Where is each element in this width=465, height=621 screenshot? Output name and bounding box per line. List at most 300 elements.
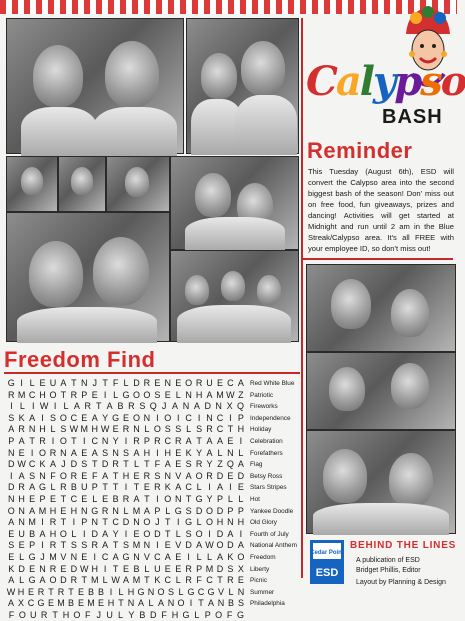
grid-letter: V <box>143 551 150 562</box>
grid-letter: M <box>17 389 26 400</box>
grid-letter: H <box>91 424 98 435</box>
grid-letter: L <box>238 493 244 504</box>
grid-letter: I <box>72 517 76 528</box>
grid-letter: Q <box>226 459 234 470</box>
grid-letter: L <box>19 551 25 562</box>
grid-letter: I <box>156 447 159 458</box>
grid-letter: E <box>60 563 67 574</box>
grid-letter: D <box>154 528 161 539</box>
word-list-item: Red White Blue <box>250 380 295 387</box>
grid-row <box>6 436 246 448</box>
grid-letter: E <box>216 378 223 388</box>
grid-letter: O <box>59 470 67 481</box>
grid-letter: W <box>17 459 26 470</box>
grid-letter: S <box>70 540 77 551</box>
grid-letter: W <box>100 424 110 435</box>
svg-text:ESD: ESD <box>315 567 339 579</box>
word-list-item: Liberty <box>250 565 270 573</box>
grid-letter: H <box>237 424 245 435</box>
grid-row <box>6 448 246 460</box>
grid-letter: N <box>227 447 234 458</box>
grid-letter: T <box>198 598 204 609</box>
grid-letter: P <box>237 505 244 516</box>
grid-letter: B <box>112 493 119 504</box>
grid-letter: V <box>60 551 67 562</box>
word-list-item: Holiday <box>250 426 272 434</box>
grid-letter: N <box>185 389 192 400</box>
grid-letter: N <box>164 378 172 388</box>
grid-letter: J <box>40 551 45 562</box>
grid-letter: A <box>164 551 171 562</box>
grid-letter: U <box>206 378 213 388</box>
grid-letter: Y <box>128 609 135 620</box>
grid-letter: F <box>112 378 119 388</box>
grid-letter: S <box>164 424 171 435</box>
grid-letter: E <box>81 493 88 504</box>
word-list-item: Hot <box>250 495 260 503</box>
grid-letter: N <box>143 412 151 423</box>
grid-letter: P <box>204 609 211 620</box>
grid-letter: V <box>217 586 224 597</box>
grid-row <box>6 517 246 529</box>
grid-letter: T <box>52 609 58 620</box>
grid-letter: D <box>91 528 98 539</box>
photo-two-women <box>6 18 184 154</box>
grid-letter: J <box>161 401 167 412</box>
photo-right-3 <box>306 430 456 534</box>
grid-letter: E <box>18 540 25 551</box>
grid-letter: N <box>127 598 135 609</box>
word-list-item: Flag <box>250 461 263 469</box>
grid-letter: C <box>91 435 98 446</box>
grid-letter: Q <box>149 401 157 412</box>
grid-letter: A <box>216 482 223 493</box>
grid-letter: M <box>38 505 47 516</box>
grid-letter: A <box>216 551 223 562</box>
grid-letter: O <box>164 493 172 504</box>
grid-letter: N <box>147 586 155 597</box>
grid-letter: K <box>164 482 171 493</box>
grid-row <box>6 494 246 506</box>
grid-letter: E <box>237 482 244 493</box>
grid-letter: I <box>239 435 243 446</box>
grid-letter: T <box>185 493 192 504</box>
grid-letter: R <box>60 482 67 493</box>
grid-letter: N <box>39 563 46 574</box>
grid-letter: L <box>29 378 35 388</box>
grid-letter: H <box>17 586 25 597</box>
grid-letter: A <box>237 459 244 470</box>
grid-letter: O <box>132 412 140 423</box>
grid-letter: N <box>167 598 175 609</box>
grid-letter: A <box>91 447 98 458</box>
grid-letter: S <box>8 540 15 551</box>
grid-letter: A <box>91 412 98 423</box>
grid-letter: I <box>103 389 107 400</box>
grid-letter: T <box>227 424 234 435</box>
grid-letter: S <box>167 586 174 597</box>
grid-letter: T <box>102 517 108 528</box>
grid-letter: K <box>39 459 46 470</box>
grid-letter: N <box>112 505 119 516</box>
grid-letter: O <box>143 528 151 539</box>
grid-letter: A <box>102 540 109 551</box>
grid-letter: U <box>106 609 113 620</box>
grid-letter: N <box>174 493 182 504</box>
grid-letter: H <box>62 609 70 620</box>
grid-letter: I <box>156 493 159 504</box>
grid-letter: T <box>144 493 150 504</box>
grid-letter: L <box>165 505 171 516</box>
grid-letter: S <box>185 505 192 516</box>
grid-letter: I <box>176 412 180 423</box>
grid-letter: S <box>185 528 192 539</box>
grid-letter: S <box>81 459 88 470</box>
grid-letter: O <box>39 447 47 458</box>
grid-letter: T <box>81 575 88 586</box>
grid-letter: A <box>237 378 244 388</box>
grid-letter: G <box>182 609 190 620</box>
grid-letter: A <box>8 517 15 528</box>
grid-letter: I <box>83 435 86 446</box>
grid-letter: F <box>8 609 15 620</box>
grid-letter: E <box>175 459 182 470</box>
grid-letter: U <box>81 482 88 493</box>
grid-letter: E <box>164 563 171 574</box>
grid-letter: E <box>81 447 88 458</box>
grid-letter: A <box>175 482 182 493</box>
grid-letter: H <box>18 493 25 504</box>
svg-text:Cedar Point: Cedar Point <box>310 550 344 556</box>
grid-letter: A <box>112 551 119 562</box>
grid-letter: D <box>237 470 245 481</box>
grid-letter: B <box>227 598 234 609</box>
grid-letter: U <box>18 528 25 539</box>
grid-letter: I <box>83 528 86 539</box>
grid-letter: L <box>113 389 119 400</box>
grid-row <box>6 564 246 576</box>
grid-letter: T <box>112 482 119 493</box>
grid-letter: R <box>49 540 57 551</box>
grid-letter: P <box>216 493 223 504</box>
grid-row <box>6 529 246 541</box>
grid-letter: R <box>70 470 78 481</box>
grid-letter: L <box>50 424 56 435</box>
grid-letter: L <box>207 551 213 562</box>
grid-letter: O <box>195 528 203 539</box>
grid-letter: E <box>133 470 140 481</box>
grid-letter: C <box>101 551 109 562</box>
grid-letter: V <box>175 540 182 551</box>
grid-letter: T <box>60 540 67 551</box>
grid-letter: A <box>7 598 14 609</box>
grid-letter: R <box>49 563 57 574</box>
grid-letter: X <box>17 598 24 609</box>
grid-letter: I <box>20 378 23 388</box>
word-list-item: National Anthem <box>250 542 297 550</box>
word-list-item: Philadelphia <box>250 600 285 608</box>
grid-letter: N <box>237 586 245 597</box>
grid-letter: L <box>175 575 181 586</box>
grid-letter: J <box>61 459 66 470</box>
grid-letter: C <box>28 459 36 470</box>
grid-letter: T <box>118 598 124 609</box>
grid-letter: D <box>70 563 78 574</box>
grid-letter: N <box>133 517 140 528</box>
grid-letter: I <box>239 528 243 539</box>
behind-the-lines-title: BEHIND THE LINES <box>350 540 457 551</box>
grid-letter: E <box>237 575 244 586</box>
grid-letter: T <box>196 435 202 446</box>
section-divider <box>303 258 453 260</box>
grid-letter: N <box>227 517 234 528</box>
word-list-item: Old Glory <box>250 519 277 527</box>
calypso-title: Calypso <box>306 58 465 105</box>
grid-letter: L <box>123 505 129 516</box>
grid-letter: T <box>112 563 119 574</box>
grid-letter: R <box>57 586 65 597</box>
word-list-item: Betsy Ross <box>250 472 283 480</box>
grid-letter: A <box>206 447 213 458</box>
grid-letter: E <box>123 563 130 574</box>
grid-letter: C <box>27 598 35 609</box>
grid-letter: U <box>49 378 57 388</box>
grid-letter: X <box>226 401 233 412</box>
photo-two-men <box>186 18 299 154</box>
reminder-heading: Reminder <box>307 138 413 163</box>
grid-letter: G <box>236 609 244 620</box>
grid-letter: N <box>18 517 25 528</box>
grid-letter: I <box>41 540 44 551</box>
grid-letter: N <box>70 551 78 562</box>
grid-letter: D <box>204 401 212 412</box>
grid-letter: E <box>143 482 150 493</box>
grid-letter: M <box>87 598 95 609</box>
word-list-item: Freedom <box>250 553 276 561</box>
grid-letter: A <box>133 447 140 458</box>
grid-letter: S <box>175 424 182 435</box>
grid-letter: L <box>123 378 129 388</box>
grid-letter: R <box>185 563 192 574</box>
grid-letter: S <box>8 412 15 423</box>
grid-letter: E <box>175 563 182 574</box>
grid-letter: L <box>118 586 124 597</box>
grid-letter: N <box>18 505 25 516</box>
grid-letter: H <box>49 505 57 516</box>
grid-letter: H <box>237 517 245 528</box>
grid-letter: E <box>227 435 234 446</box>
grid-letter: T <box>29 435 35 446</box>
grid-letter: D <box>122 517 130 528</box>
grid-letter: C <box>164 435 172 446</box>
grid-letter: M <box>90 575 99 586</box>
grid-letter: H <box>39 389 46 400</box>
grid-letter: A <box>185 435 192 446</box>
grid-letter: R <box>91 540 98 551</box>
grid-letter: L <box>50 482 56 493</box>
grid-letter: L <box>144 424 150 435</box>
grid-letter: F <box>50 470 56 481</box>
grid-letter: M <box>80 424 89 435</box>
grid-letter: P <box>154 505 161 516</box>
grid-letter: Y <box>196 447 203 458</box>
grid-letter: O <box>18 609 26 620</box>
grid-letter: S <box>81 540 88 551</box>
grid-letter: S <box>139 401 146 412</box>
grid-letter: T <box>71 378 77 388</box>
grid-letter: N <box>101 435 109 446</box>
decorative-border <box>0 0 457 14</box>
grid-letter: W <box>111 575 120 586</box>
grid-letter: E <box>154 378 161 388</box>
word-list-item: Summer <box>250 588 275 596</box>
grid-letter: A <box>39 528 46 539</box>
grid-letter: M <box>28 517 36 528</box>
grid-letter: P <box>39 493 46 504</box>
grid-letter: R <box>143 470 151 481</box>
grid-letter: T <box>123 459 129 470</box>
grid-letter: J <box>155 517 160 528</box>
grid-letter: N <box>143 540 151 551</box>
grid-letter: D <box>216 563 224 574</box>
grid-letter: R <box>101 505 109 516</box>
grid-letter: R <box>18 482 25 493</box>
word-list-item: Picnic <box>250 577 268 585</box>
grid-letter: C <box>112 517 119 528</box>
freedom-find-rule <box>4 372 300 374</box>
grid-letter: E <box>29 563 36 574</box>
grid-letter: O <box>164 412 172 423</box>
grid-letter: C <box>216 412 224 423</box>
grid-letter: T <box>68 586 74 597</box>
grid-letter: L <box>178 586 184 597</box>
grid-letter: S <box>227 563 234 574</box>
grid-letter: I <box>41 412 44 423</box>
grid-letter: L <box>228 586 234 597</box>
grid-letter: I <box>10 401 13 412</box>
grid-letter: R <box>133 435 140 446</box>
grid-letter: N <box>112 447 119 458</box>
grid-letter: E <box>60 505 67 516</box>
publication-line: A publication of ESD <box>356 557 420 564</box>
grid-row <box>6 471 246 483</box>
grid-letter: A <box>102 470 109 481</box>
grid-letter: T <box>165 528 171 539</box>
word-list-item: Patriotic <box>250 391 274 399</box>
grid-letter: I <box>51 435 55 446</box>
grid-letter: A <box>227 528 234 539</box>
grid-letter: S <box>185 459 192 470</box>
grid-letter: N <box>39 470 46 481</box>
grid-letter: L <box>63 401 69 412</box>
grid-letter: R <box>195 459 203 470</box>
grid-letter: F <box>226 609 233 620</box>
grid-letter: U <box>154 563 161 574</box>
grid-letter: F <box>154 459 161 470</box>
grid-letter: F <box>91 470 98 481</box>
grid-letter: R <box>227 575 234 586</box>
grid-letter: D <box>70 459 78 470</box>
grid-letter: A <box>193 401 200 412</box>
grid-letter: C <box>28 389 36 400</box>
grid-letter: O <box>59 528 67 539</box>
grid-letter: K <box>185 447 192 458</box>
grid-letter: I <box>156 540 159 551</box>
grid-letter: B <box>70 482 77 493</box>
grid-letter: G <box>7 378 15 388</box>
grid-letter: B <box>87 586 94 597</box>
grid-letter: P <box>227 505 234 516</box>
grid-letter: M <box>216 389 224 400</box>
grid-letter: T <box>165 517 171 528</box>
grid-letter: D <box>216 505 224 516</box>
grid-letter: E <box>8 551 15 562</box>
grid-row <box>6 459 246 471</box>
grid-letter: L <box>175 528 181 539</box>
grid-letter: I <box>187 551 190 562</box>
grid-letter: I <box>124 482 128 493</box>
word-list-item: Stars Stripes <box>250 484 287 492</box>
grid-letter: I <box>229 412 232 423</box>
grid-row <box>6 424 246 436</box>
grid-letter: T <box>60 517 67 528</box>
grid-letter: C <box>70 412 78 423</box>
grid-letter: G <box>195 493 203 504</box>
photo-small-1 <box>6 156 58 212</box>
grid-letter: E <box>39 378 46 388</box>
grid-letter: L <box>196 551 202 562</box>
grid-letter: S <box>237 598 244 609</box>
grid-letter: L <box>175 389 181 400</box>
grid-letter: B <box>67 598 74 609</box>
grid-letter: N <box>215 401 222 412</box>
grid-letter: A <box>216 435 223 446</box>
grid-letter: G <box>122 551 130 562</box>
grid-letter: L <box>133 459 139 470</box>
grid-letter: G <box>137 586 145 597</box>
grid-letter: I <box>109 586 113 597</box>
grid-letter: I <box>103 563 107 574</box>
grid-letter: D <box>185 540 192 551</box>
grid-letter: K <box>154 575 161 586</box>
grid-letter: H <box>70 505 78 516</box>
word-search-grid <box>6 378 246 621</box>
grid-letter: O <box>143 517 151 528</box>
grid-letter: R <box>40 609 48 620</box>
grid-letter: T <box>102 482 108 493</box>
grid-letter: E <box>175 447 182 458</box>
grid-letter: E <box>164 389 171 400</box>
grid-letter: O <box>157 586 165 597</box>
grid-letter: N <box>182 401 190 412</box>
grid-letter: Q <box>236 401 244 412</box>
grid-letter: P <box>8 435 15 446</box>
grid-row <box>6 598 246 610</box>
grid-letter: I <box>189 598 193 609</box>
grid-letter: Z <box>238 389 244 400</box>
grid-letter: O <box>143 389 151 400</box>
grid-letter: D <box>149 609 157 620</box>
grid-letter: L <box>196 482 202 493</box>
grid-letter: T <box>144 575 150 586</box>
grid-row <box>6 575 246 587</box>
grid-letter: M <box>132 540 141 551</box>
grid-letter: R <box>174 435 182 446</box>
grid-letter: A <box>8 575 15 586</box>
grid-letter: T <box>112 470 119 481</box>
grid-letter: E <box>81 412 88 423</box>
grid-letter: R <box>37 586 45 597</box>
